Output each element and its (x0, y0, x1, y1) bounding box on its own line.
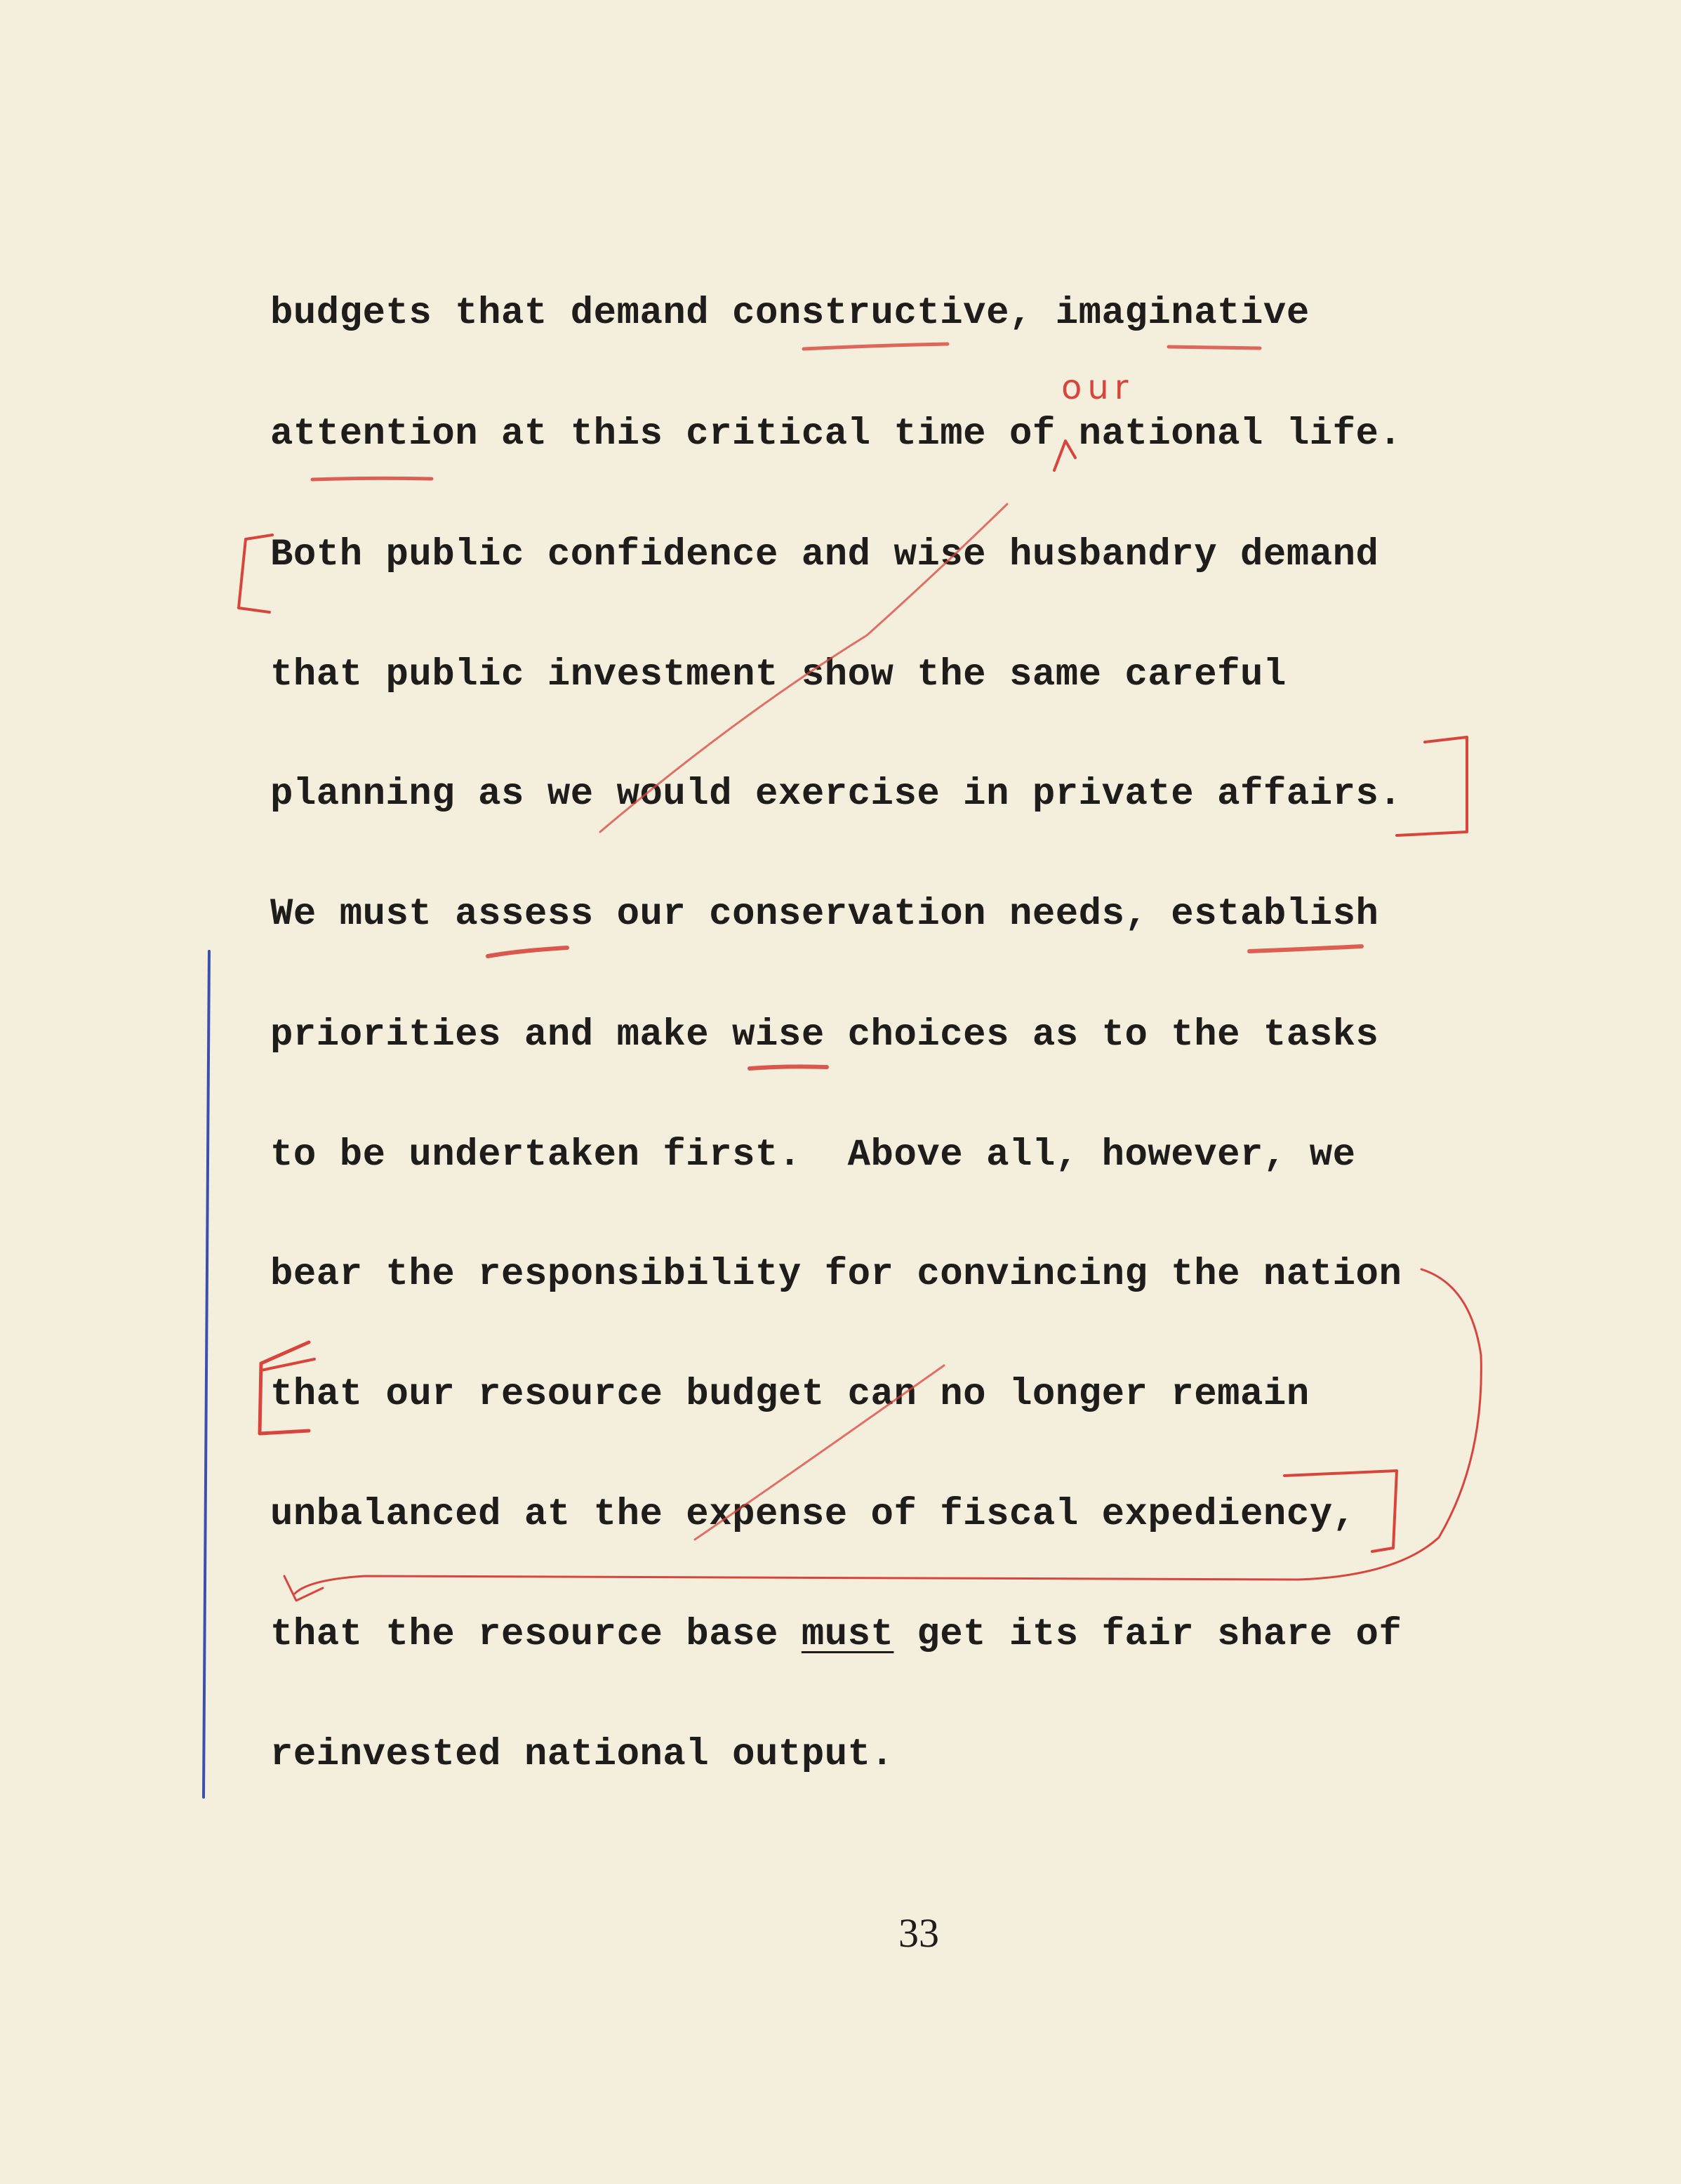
insertion-caret (1054, 441, 1075, 470)
text-line-3: Both public confidence and wise husbandry demand (270, 534, 1379, 576)
text-line-1: budgets that demand constructive, imaginative (270, 292, 1310, 335)
text-line-2: attention at this critical time of national life. (270, 413, 1402, 456)
red-underline-constructive (804, 344, 948, 349)
text-line-8: to be undertaken first. Above all, however, we (270, 1134, 1356, 1177)
blue-margin-line (204, 951, 209, 1797)
red-bracket-affairs (1397, 737, 1467, 835)
text-line-6: We must assess our conservation needs, establish (270, 893, 1379, 936)
red-underline-imaginative (1169, 347, 1260, 348)
red-diagonal-strike-2 (695, 1365, 944, 1540)
red-underline-wise (750, 1066, 827, 1068)
red-underline-assess (488, 948, 567, 956)
text-line-4: that public investment show the same careful (270, 654, 1287, 696)
text-line-10: that our resource budget can no longer remain (270, 1373, 1310, 1416)
handwritten-insertion: our (1061, 368, 1134, 407)
red-bracket-that-our (260, 1342, 309, 1434)
text-line-11: unbalanced at the expense of fiscal expediency, (270, 1493, 1356, 1536)
text-line-13: reinvested national output. (270, 1733, 894, 1776)
underlined-word-must: must (801, 1613, 894, 1656)
red-bracket-both (239, 535, 272, 612)
red-underline-establish (1249, 946, 1362, 951)
text-line-12-start: that the resource base (270, 1613, 802, 1656)
red-transposition-loop (295, 1269, 1481, 1594)
page-number: 33 (898, 1910, 939, 1956)
red-bracket-expediency (1284, 1471, 1397, 1551)
text-line-7: priorities and make wise choices as to the tasks (270, 1014, 1379, 1057)
red-diagonal-strike-1 (600, 504, 1007, 832)
text-line-12-end: get its fair share of (893, 1613, 1402, 1656)
text-line-9: bear the responsibility for convincing the nation (270, 1253, 1402, 1296)
red-underline-attention (312, 478, 432, 479)
text-line-5: planning as we would exercise in private affairs. (270, 773, 1402, 816)
